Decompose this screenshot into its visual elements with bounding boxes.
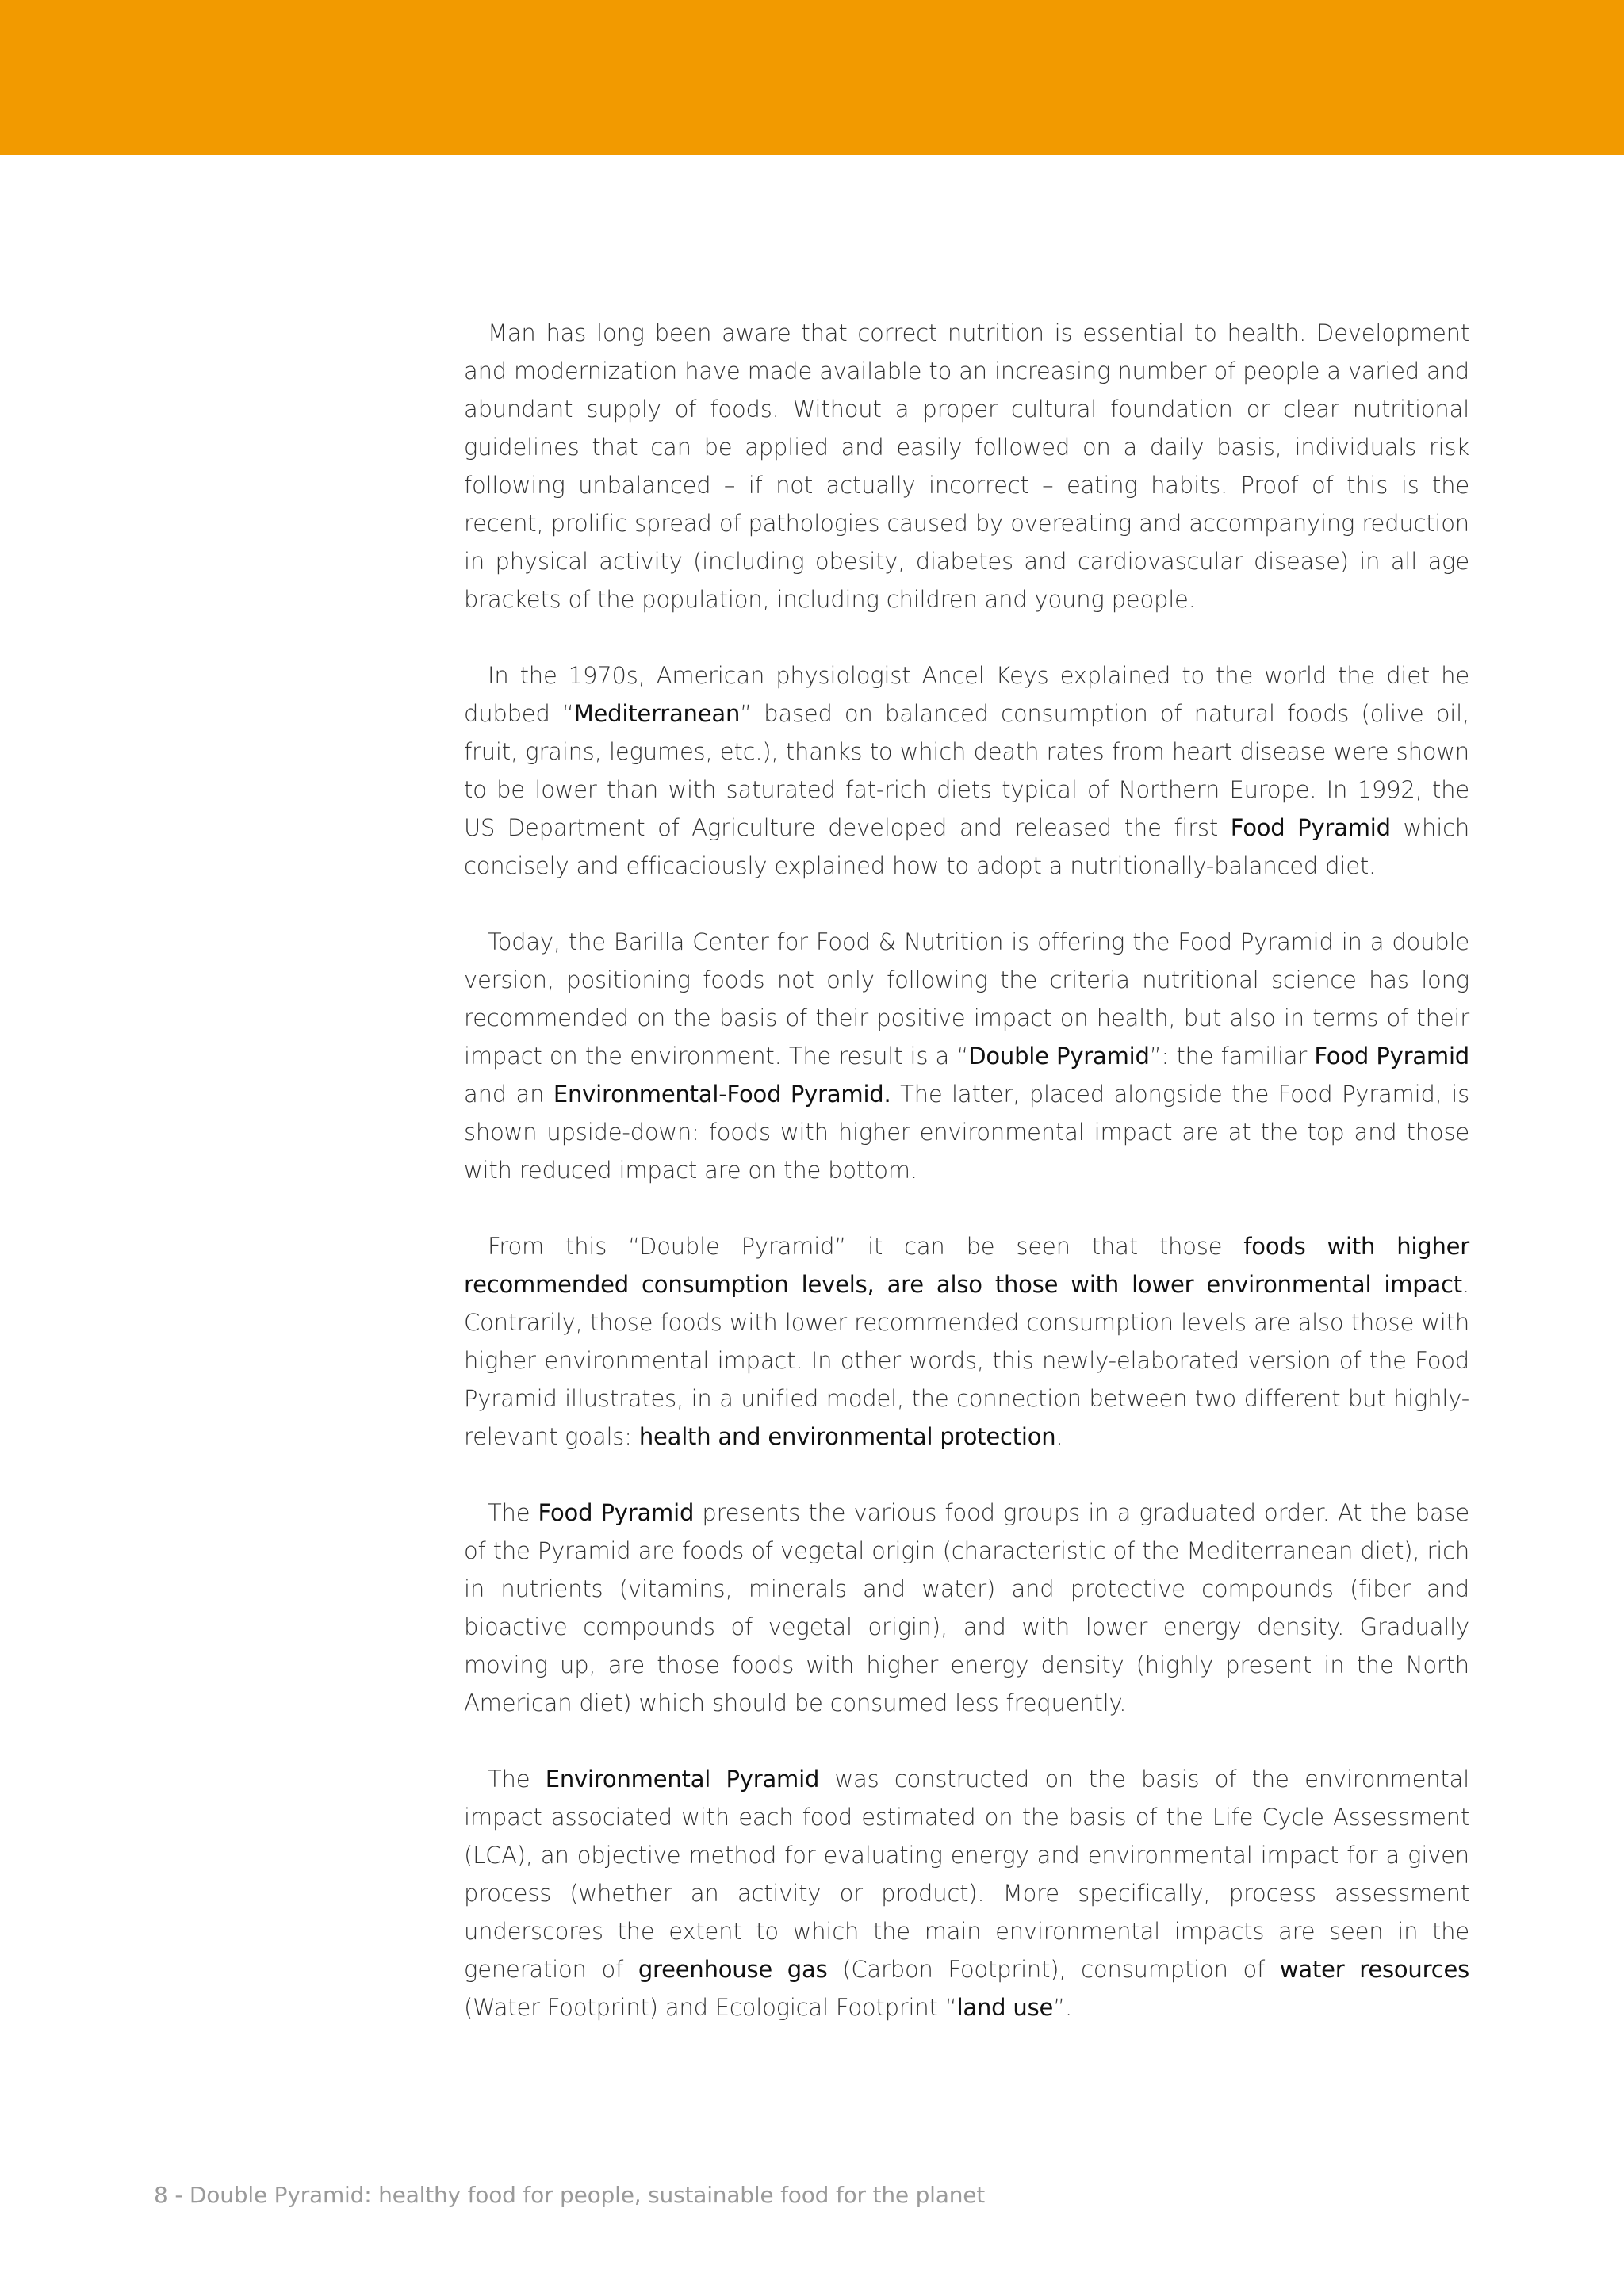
paragraph-food-pyramid: The Food Pyramid presents the various food groups in a graduated order. At the base of the Pyramid are foods of vegetal origin (characteristic of the Mediterranean diet), rich in nutrients (vitamins, minerals and water) and protective compounds (fiber and bioactive compounds of vegetal origin), and with lower energy density. Gradually moving up, are those foods with higher energy density (highly present in the North American diet) which should be consumed less frequently. bbox=[464, 1499, 1469, 1716]
body-text bbox=[464, 314, 1469, 2064]
emphasis-greenhouse-gas: greenhouse gas bbox=[638, 1956, 828, 1983]
header-band bbox=[0, 0, 1624, 155]
emphasis-food-pyramid: Food Pyramid bbox=[1230, 814, 1391, 841]
paragraph-environmental-pyramid: The Environmental Pyramid was constructed on the basis of the environmental impact associated with each food estimated on the basis of the Life Cycle Assessment (LCA), an objective method for evaluating energy and environmental impact for a given process (whether an activity or product). More specifically, process assessment underscores the extent to which the main environmental impacts are seen in the generation of greenhouse gas (Carbon Footprint), consumption of water resources (Water Footprint) and Ecological Footprint “land use”. bbox=[464, 1766, 1469, 2021]
paragraph-double-pyramid: Today, the Barilla Center for Food & Nutrition is offering the Food Pyramid in a double version, positioning foods not only following the criteria nutritional science has long recommended on the basis of their positive impact on health, but also in terms of their impact on the environment. The result is a “Double Pyramid”: the familiar Food Pyramid and an Environmental-Food Pyramid. The latter, placed alongside the Food Pyramid, is shown upside-down: foods with higher environmental impact are at the top and those with reduced impact are on the bottom. bbox=[464, 928, 1470, 1184]
emphasis-consumption-impact: foods with higher recommended consumption levels, are also those with lower environmental impact bbox=[464, 1233, 1469, 1298]
paragraph-connection: From this “Double Pyramid” it can be seen that those foods with higher recommended consumption levels, are also those with lower environmental impact. Contrarily, those foods with lower recommended consumption levels are also those with higher environmental impact. In other words, this newly-elaborated version of the Food Pyramid illustrates, in a unified model, the connection between two different but highly-relevant goals: health and environmental protection. bbox=[464, 1233, 1469, 1450]
emphasis-mediterranean: Mediterranean bbox=[573, 700, 741, 727]
emphasis-environmental-food-pyramid: Environmental-Food Pyramid. bbox=[553, 1081, 891, 1108]
paragraph-history: In the 1970s, American physiologist Ancel Keys explained to the world the diet he dubbed “Mediterranean” based on balanced consumption of natural foods (olive oil, fruit, grains, legumes, etc.), thanks to which death rates from heart disease were shown to be lower than with saturated fat-rich diets typical of Northern Europe. In 1992, the US Department of Agriculture developed and released the first Food Pyramid which concisely and efficaciously explained how to adopt a nutritionally-balanced diet. bbox=[464, 662, 1470, 879]
emphasis-health-environment: health and environmental protection bbox=[638, 1423, 1056, 1450]
emphasis-double-pyramid: Double Pyramid bbox=[968, 1043, 1150, 1070]
emphasis-food-pyramid: Food Pyramid bbox=[538, 1499, 695, 1526]
paragraph-intro: Man has long been aware that correct nutrition is essential to health. Development and modernization have made available to an increasing number of people a varied and abundant supply of foods. Without a proper cultural foundation or clear nutritional guidelines that can be applied and easily followed on a daily basis, individuals risk following unbalanced – if not actually incorrect – eating habits. Proof of this is the recent, prolific spread of pathologies caused by overeating and accompanying reduction in physical activity (including obesity, diabetes and cardiovascular disease) in all age brackets of the population, including children and young people. bbox=[464, 320, 1469, 613]
emphasis-land-use: land use bbox=[956, 1994, 1054, 2021]
emphasis-food-pyramid: Food Pyramid bbox=[1314, 1043, 1470, 1070]
page-footer: 8 - Double Pyramid: healthy food for people, sustainable food for the planet bbox=[154, 2182, 986, 2208]
emphasis-water-resources: water resources bbox=[1279, 1956, 1469, 1983]
emphasis-environmental-pyramid: Environmental Pyramid bbox=[545, 1766, 820, 1793]
